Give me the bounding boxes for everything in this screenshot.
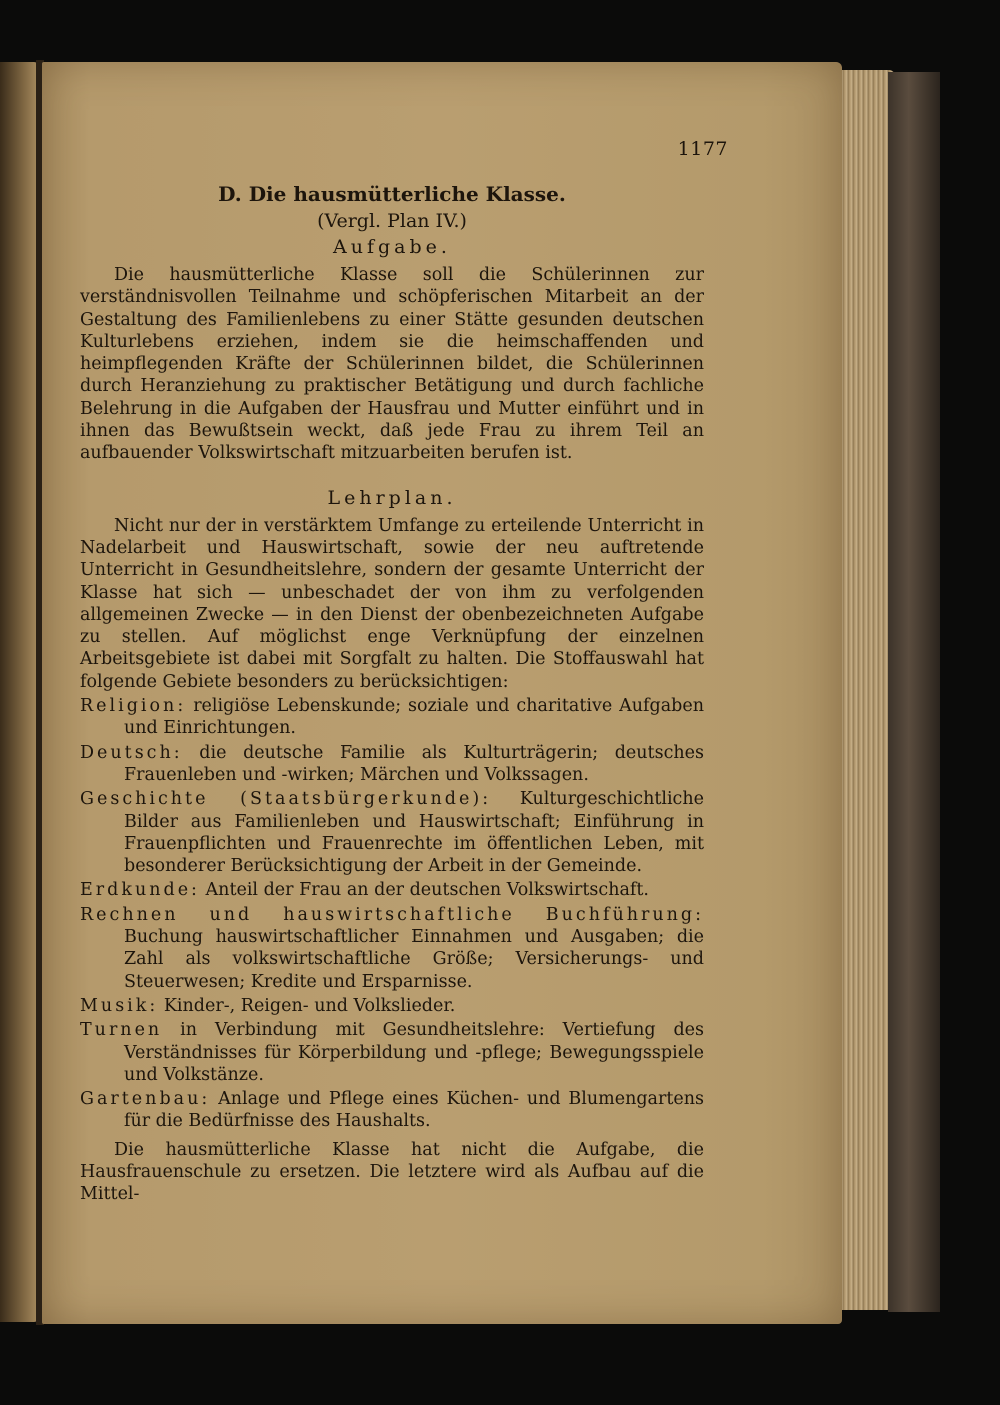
subject-text: Buchung hauswirtschaftlicher Einnahmen und Ausgaben; die Zahl als volkswirtschaftliche Größe; Versicherungs- und Steuerwesen; Kredite und Ersparnisse. bbox=[124, 927, 704, 992]
subject-text: die deutsche Familie als Kulturträgerin; deutsches Frauenleben und -wirken; Märchen und Volkssagen. bbox=[124, 742, 704, 785]
page-stack-edge bbox=[835, 70, 895, 1310]
subject-text: Anteil der Frau an der deutschen Volkswirtschaft. bbox=[205, 880, 649, 901]
aufgabe-paragraph: Die hausmütterliche Klasse soll die Schülerinnen zur verständnisvollen Teilnahme und schöpferischen Mitarbeit an der Gestaltung des Familienlebens zu einer Stätte gesunden deutschen Kulturlebens erziehen, indem sie die heimschaffenden und heimpflegenden Kräfte der Schülerinnen bildet, die Schülerinnen durch Heranziehung zu praktischer Betätigung und durch fachliche Belehrung in die Aufgaben der Hausfrau und Mutter einführt und in ihnen das Bewußtsein weckt, daß jede Frau zu ihrem Teil an aufbauender Volkswirtschaft mitzuarbeiten berufen ist. bbox=[80, 265, 704, 464]
subject-turnen bbox=[80, 1019, 704, 1086]
aufgabe-title: Aufgabe. bbox=[333, 236, 451, 258]
subject-name: Religion: bbox=[80, 696, 187, 717]
closing-paragraph: Die hausmütterliche Klasse hat nicht die Aufgabe, die Hausfrauenschule zu ersetzen. Die letztere wird als Aufbau auf die Mittel- bbox=[80, 1139, 704, 1205]
subject-name: Turnen bbox=[80, 1020, 163, 1041]
subject-text: Anlage und Pflege eines Küchen- und Blumengartens für die Bedürfnisse des Haushalts. bbox=[124, 1089, 704, 1132]
book-cover-edge bbox=[888, 72, 940, 1312]
page-number: 1177 bbox=[677, 138, 728, 160]
book-page bbox=[42, 62, 842, 1324]
subject-name: Rechnen und hauswirtschaftliche Buchführung: bbox=[80, 904, 704, 925]
subject-geschichte bbox=[80, 788, 704, 877]
subject-text: in Verbindung mit Gesundheitslehre: Vertiefung des Verständnisses für Körperbildung und -pflege; Bewegungsspiele und Volkstänze. bbox=[124, 1020, 704, 1085]
subject-name: Deutsch: bbox=[80, 742, 183, 763]
page-text-block bbox=[80, 130, 728, 1206]
section-subheading: (Vergl. Plan IV.) bbox=[317, 210, 467, 232]
lehrplan-intro-paragraph: Nicht nur der in verstärktem Umfange zu erteilende Unterricht in Nadelarbeit und Hauswirtschaft, sowie der neu auftretende Unterricht in Gesundheitslehre, sondern der gesamte Unterricht der Klasse hat sich — unbeschadet der von ihm zu verfolgenden allgemeinen Zwecke — in den Dienst der obenbezeichneten Aufgabe zu stellen. Auf möglichst enge Verknüpfung der einzelnen Arbeitsgebiete ist dabei mit Sorgfalt zu halten. Die Stoffauswahl hat folgende Gebiete besonders zu berücksichtigen: bbox=[80, 515, 704, 692]
subject-name: Geschichte (Staatsbürgerkunde): bbox=[80, 789, 492, 810]
left-page-edge bbox=[0, 62, 38, 1322]
subject-name: Gartenbau: bbox=[80, 1089, 211, 1110]
subject-name: Erdkunde: bbox=[80, 880, 200, 901]
subject-erdkunde bbox=[80, 879, 704, 901]
section-heading: D. Die hausmütterliche Klasse. bbox=[218, 182, 566, 206]
subject-text: religiöse Lebenskunde; soziale und charitative Aufgaben und Einrichtungen. bbox=[124, 696, 704, 739]
subject-rechnen bbox=[80, 904, 704, 993]
subject-name: Musik: bbox=[80, 995, 159, 1016]
subject-deutsch bbox=[80, 742, 704, 787]
subject-text: Kulturgeschichtliche Bilder aus Familienleben und Hauswirtschaft; Einführung in Frauenpflichten und Frauenrechte im öffentlichen Leben, mit besonderer Berücksichtigung der Arbeit in der Gemeinde. bbox=[124, 789, 704, 877]
subject-religion bbox=[80, 695, 704, 740]
subject-text: Kinder-, Reigen- und Volkslieder. bbox=[163, 995, 456, 1016]
subject-gartenbau bbox=[80, 1088, 704, 1133]
lehrplan-title: Lehrplan. bbox=[327, 486, 457, 509]
subject-musik bbox=[80, 995, 704, 1017]
